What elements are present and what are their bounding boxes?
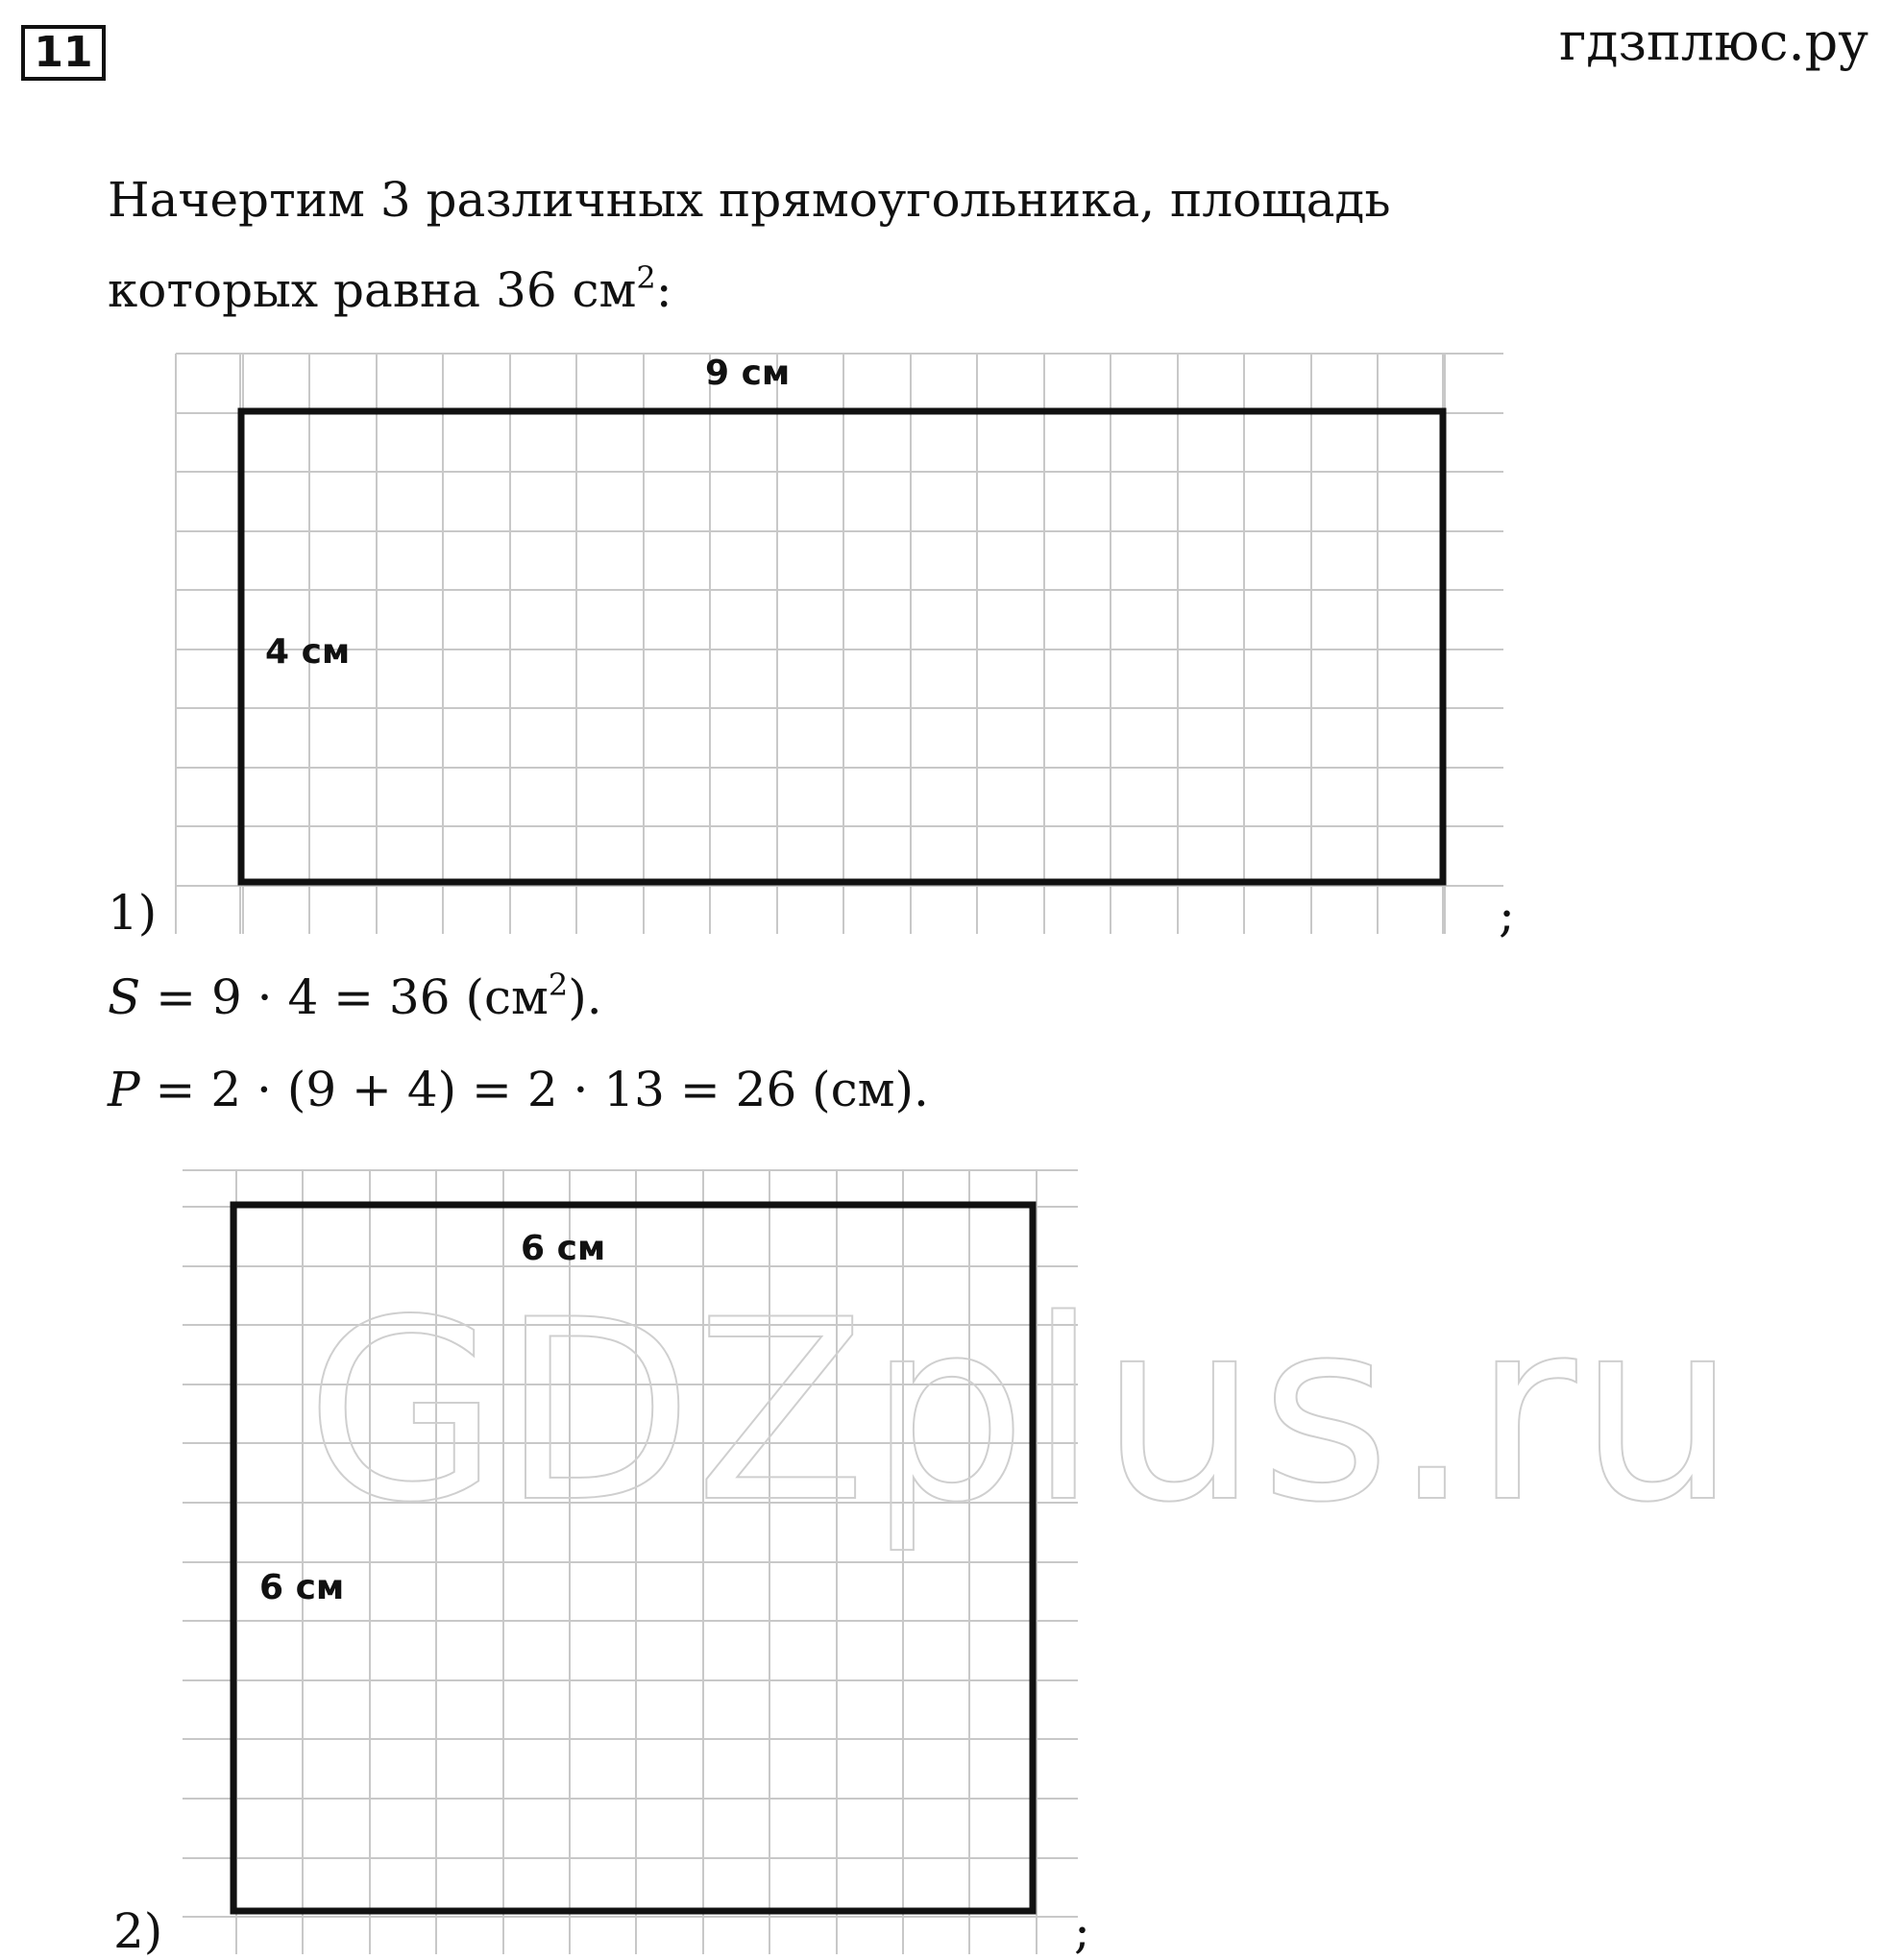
perimeter-expression: = 2 · (9 + 4) = 2 · 13 = 26 (см). (139, 1062, 929, 1117)
figure-1-semicolon: ; (1499, 887, 1515, 943)
intro-square-superscript: 2 (636, 258, 656, 296)
area-expression-end: ). (568, 969, 602, 1025)
rect2-width-label: 6 см (521, 1229, 606, 1268)
figure-2-semicolon: ; (1074, 1903, 1090, 1959)
site-name: гдзплюс.ру (1558, 12, 1868, 72)
task-number-box: 11 (21, 25, 106, 81)
intro-colon: : (655, 262, 672, 318)
intro-line-1: Начертим 3 различных прямоугольника, площадь (108, 172, 1391, 228)
area-unit-superscript: 2 (548, 966, 569, 1003)
area-formula (108, 968, 602, 1026)
rect2-height-label: 6 см (259, 1568, 345, 1607)
area-variable: S (108, 969, 141, 1025)
perimeter-variable: P (108, 1062, 140, 1117)
figure-1-number: 1) (108, 885, 158, 941)
rect1-height-label: 4 см (265, 632, 351, 672)
intro-line-2-text: которых равна 36 см (108, 262, 637, 318)
area-expression: = 9 · 4 = 36 (см (140, 969, 549, 1025)
watermark: GDZplus.ru (305, 1267, 1739, 1557)
rect1-width-label: 9 см (705, 354, 791, 393)
perimeter-formula (108, 1061, 929, 1118)
figure-2-number: 2) (113, 1903, 163, 1959)
rectangle-9x4 (241, 411, 1443, 882)
grid-figure-1 (176, 354, 1503, 934)
